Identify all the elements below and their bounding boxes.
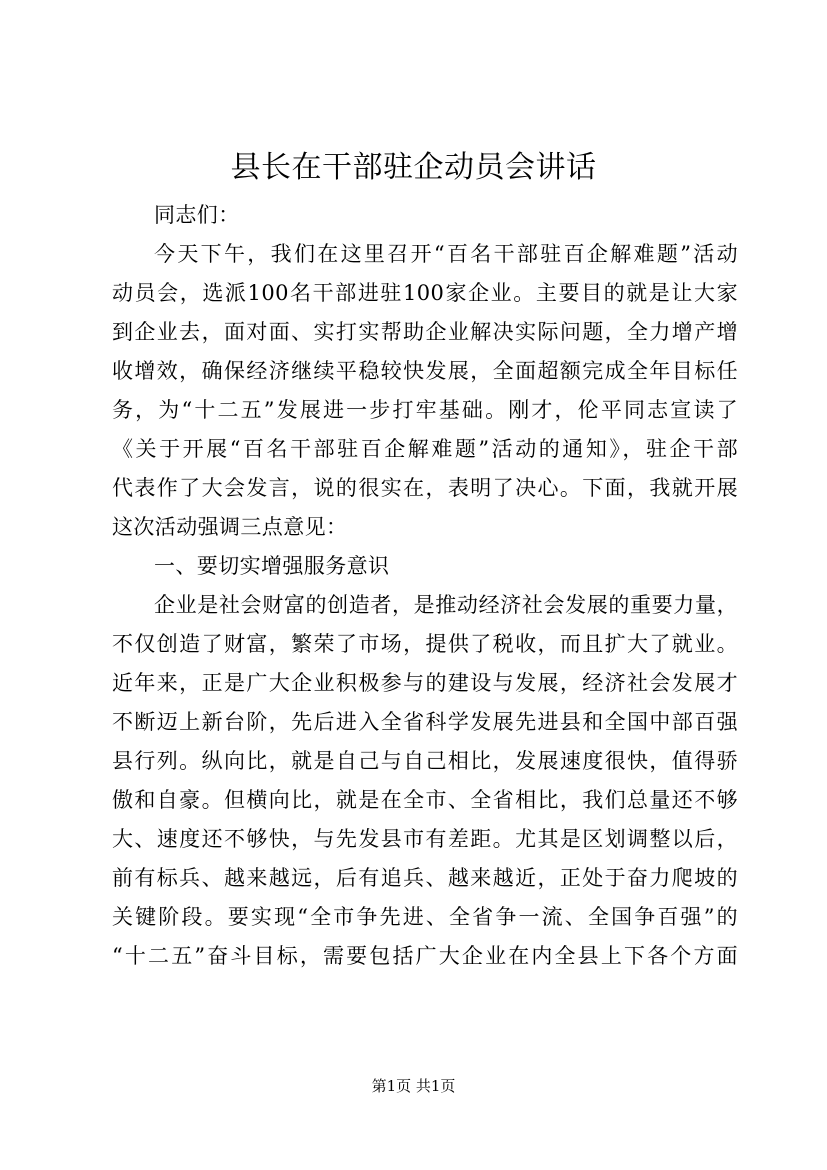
text-line: 近年来，正是广大企业积极参与的建设与发展，经济社会发展才: [112, 671, 738, 695]
text-line: 县行列。纵向比，就是自己与自己相比，发展速度很快，值得骄: [112, 749, 738, 773]
page-footer: 第1页 共1页: [371, 1077, 456, 1095]
text-line: 收增效，确保经济继续平稳较快发展，全面超额完成全年目标任: [112, 359, 738, 383]
text-line: 代表作了大会发言，说的很实在，表明了决心。下面，我就开展: [112, 476, 738, 500]
text-line: “十二五”奋斗目标，需要包括广大企业在内全县上下各个方面: [112, 944, 738, 968]
text-line: 企业是社会财富的创造者，是推动经济社会发展的重要力量，: [154, 593, 738, 617]
salutation: 同志们：: [154, 203, 240, 227]
section-heading: 一、要切实增强服务意识: [154, 554, 390, 578]
text-line: 《关于开展“百名干部驻百企解难题”活动的通知》，驻企干部: [112, 437, 738, 461]
text-line: 务，为“十二五”发展进一步打牢基础。刚才，伦平同志宣读了: [112, 398, 738, 422]
text-line: 今天下午，我们在这里召开“百名干部驻百企解难题”活动: [154, 242, 738, 266]
text-line: 大、速度还不够快，与先发县市有差距。尤其是区划调整以后，: [112, 827, 738, 851]
text-line: 不仅创造了财富，繁荣了市场，提供了税收，而且扩大了就业。: [112, 632, 738, 656]
document-body: [112, 196, 738, 976]
document-title: 县长在干部驻企动员会讲话: [230, 150, 597, 185]
text-line: 前有标兵、越来越远，后有追兵、越来越近，正处于奋力爬坡的: [112, 866, 738, 890]
text-line: 傲和自豪。但横向比，就是在全市、全省相比，我们总量还不够: [112, 788, 738, 812]
text-line: 关键阶段。要实现“全市争先进、全省争一流、全国争百强”的: [112, 905, 738, 929]
text-line: 动员会，选派100名干部进驻100家企业。主要目的就是让大家: [112, 281, 738, 305]
text-line: 不断迈上新台阶，先后进入全省科学发展先进县和全国中部百强: [112, 710, 738, 734]
text-line: 到企业去，面对面、实打实帮助企业解决实际问题，全力增产增: [112, 320, 738, 344]
text-line: 这次活动强调三点意见：: [112, 515, 348, 539]
